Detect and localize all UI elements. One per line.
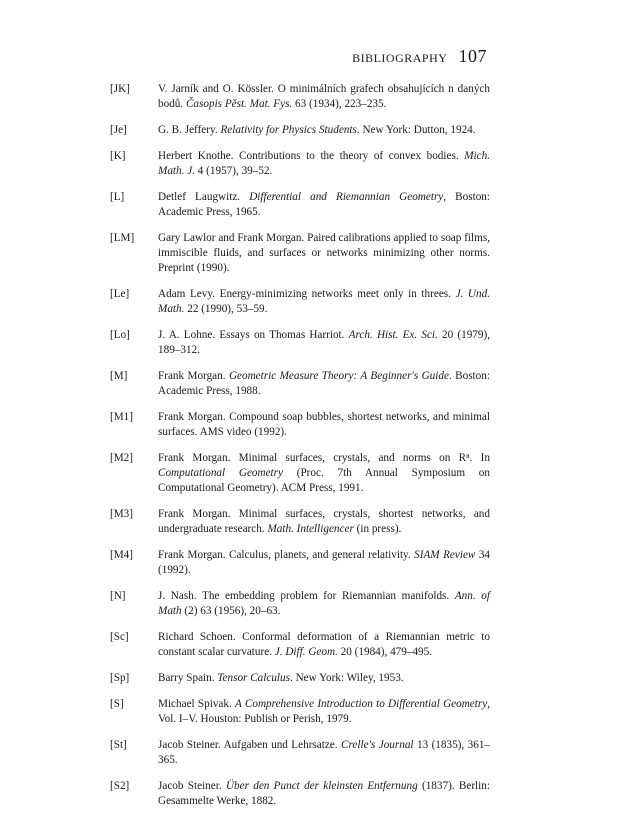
bib-text: Richard Schoen. Conformal deformation of a Riemannian metric to constant scalar curvature. J. Diff. Geom. 20 (1984), 479–495.	[158, 631, 490, 658]
bib-key: [M2]	[110, 452, 133, 464]
bib-text: Herbert Knothe. Contributions to the theory of convex bodies. Mich. Math. J. 4 (1957), 39–52.	[158, 150, 490, 177]
bib-text: Michael Spivak. A Comprehensive Introduction to Differential Geometry, Vol. I–V. Houston: Publish or Perish, 1979.	[158, 698, 490, 725]
bib-entry	[110, 190, 490, 220]
bib-text: J. Nash. The embedding problem for Riemannian manifolds. Ann. of Math (2) 63 (1956), 20–63.	[158, 590, 490, 617]
bib-entry	[110, 149, 490, 179]
bib-entry	[110, 410, 490, 440]
bib-key: [Le]	[110, 288, 130, 300]
page-header	[352, 46, 487, 67]
bib-text: V. Jarník and O. Kössler. O minimálních grafech obsahujících n daných bodů. Časopis Pěst. Mat. Fys. 63 (1934), 223–235.	[158, 83, 490, 110]
bib-text: Jacob Steiner. Aufgaben und Lehrsatze. Crelle's Journal 13 (1835), 361–365.	[158, 739, 491, 766]
bib-entry	[110, 451, 490, 496]
bib-text: Detlef Laugwitz. Differential and Riemannian Geometry, Boston: Academic Press, 1965.	[158, 191, 490, 218]
bib-key: [LM]	[110, 232, 135, 244]
bib-text: J. A. Lohne. Essays on Thomas Harriot. Arch. Hist. Ex. Sci. 20 (1979), 189–312.	[158, 329, 491, 356]
bib-entry	[110, 697, 490, 727]
bib-key: [St]	[110, 739, 127, 751]
bib-key: [JK]	[110, 83, 130, 95]
bib-text: Gary Lawlor and Frank Morgan. Paired calibrations applied to soap films, immiscible fluids, and surfaces or networks minimizing other norms. Preprint (1990).	[158, 232, 490, 274]
bib-key: [N]	[110, 590, 126, 602]
bib-entry	[110, 328, 490, 358]
bib-key: [Sp]	[110, 672, 130, 684]
bib-text: Frank Morgan. Calculus, planets, and general relativity. SIAM Review 34 (1992).	[158, 549, 491, 576]
bib-key: [S]	[110, 698, 124, 710]
bib-key: [M]	[110, 370, 128, 382]
bib-text: Adam Levy. Energy-minimizing networks meet only in threes. J. Und. Math. 22 (1990), 53–59.	[158, 288, 490, 315]
bib-entry	[110, 231, 490, 276]
bib-key: [Lo]	[110, 329, 130, 341]
bibliography-list	[110, 82, 490, 820]
bib-entry	[110, 779, 490, 809]
bib-key: [S2]	[110, 780, 130, 792]
bib-entry	[110, 548, 490, 578]
bib-text: Jacob Steiner. Über den Punct der kleinsten Entfernung (1837). Berlin: Gesammelte Werke, 1882.	[158, 780, 490, 807]
bib-key: [M3]	[110, 508, 133, 520]
bib-entry	[110, 123, 490, 138]
running-title: BIBLIOGRAPHY	[352, 51, 447, 65]
bib-text: Frank Morgan. Minimal surfaces, crystals, shortest networks, and undergraduate research. Math. Intelligencer (in press).	[158, 508, 490, 535]
page-number: 107	[458, 46, 487, 66]
bib-entry	[110, 738, 490, 768]
bib-entry	[110, 82, 490, 112]
bib-key: [M4]	[110, 549, 133, 561]
bib-entry	[110, 287, 490, 317]
bib-entry	[110, 369, 490, 399]
bib-text: Frank Morgan. Compound soap bubbles, shortest networks, and minimal surfaces. AMS video (1992).	[158, 411, 490, 438]
bib-text: Barry Spain. Tensor Calculus. New York: Wiley, 1953.	[158, 672, 404, 684]
bib-key: [L]	[110, 191, 125, 203]
bib-key: [Je]	[110, 124, 127, 136]
bib-key: [Sc]	[110, 631, 129, 643]
bib-key: [M1]	[110, 411, 133, 423]
bib-entry	[110, 671, 490, 686]
bib-entry	[110, 589, 490, 619]
bib-text: Frank Morgan. Geometric Measure Theory: A Beginner's Guide. Boston: Academic Press, 1988.	[158, 370, 490, 397]
bib-entry	[110, 630, 490, 660]
bib-text: Frank Morgan. Minimal surfaces, crystals, and norms on Rⁿ. In Computational Geometry (Proc. 7th Annual Symposium on Computational Geometry). ACM Press, 1991.	[158, 452, 490, 494]
bib-key: [K]	[110, 150, 126, 162]
bib-text: G. B. Jeffery. Relativity for Physics Students. New York: Dutton, 1924.	[158, 124, 476, 136]
bib-entry	[110, 507, 490, 537]
